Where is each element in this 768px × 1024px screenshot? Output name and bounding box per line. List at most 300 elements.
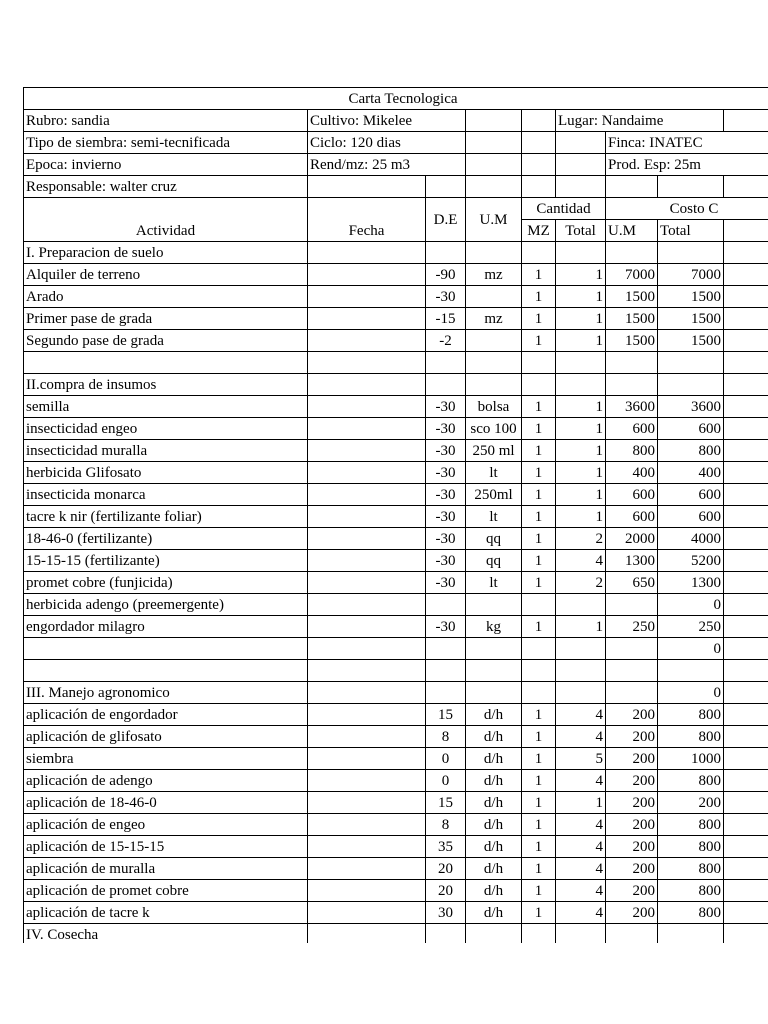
table-row bbox=[24, 506, 768, 528]
cell-costo-total: 7000 bbox=[658, 264, 724, 286]
cell-mz: 1 bbox=[522, 770, 556, 792]
cell-um: d/h bbox=[466, 748, 522, 770]
cell-cantidad-total: 1 bbox=[556, 264, 606, 286]
table-row bbox=[24, 748, 768, 770]
empty-cell bbox=[724, 660, 768, 682]
cell-costo-um: 200 bbox=[606, 880, 658, 902]
empty-cell bbox=[724, 308, 768, 330]
cell-fecha bbox=[308, 814, 426, 836]
empty-cell bbox=[466, 176, 522, 198]
cell-mz bbox=[522, 374, 556, 396]
header-mz: MZ bbox=[522, 220, 556, 242]
cell-fecha bbox=[308, 264, 426, 286]
cell-fecha bbox=[308, 550, 426, 572]
cell-um: mz bbox=[466, 308, 522, 330]
cell-mz bbox=[522, 924, 556, 944]
cell-actividad: aplicación de adengo bbox=[24, 770, 308, 792]
cell-de bbox=[426, 352, 466, 374]
cell-mz bbox=[522, 682, 556, 704]
table-row bbox=[24, 660, 768, 682]
cell-um bbox=[466, 660, 522, 682]
cell-um: lt bbox=[466, 462, 522, 484]
cell-fecha bbox=[308, 704, 426, 726]
cell-fecha bbox=[308, 902, 426, 924]
cell-costo-total: 600 bbox=[658, 418, 724, 440]
cell-fecha bbox=[308, 352, 426, 374]
cell-actividad: II.compra de insumos bbox=[24, 374, 308, 396]
cell-de: 20 bbox=[426, 880, 466, 902]
cell-mz: 1 bbox=[522, 418, 556, 440]
cell-actividad: insecticida monarca bbox=[24, 484, 308, 506]
empty-cell bbox=[724, 792, 768, 814]
empty-cell bbox=[724, 396, 768, 418]
cell-costo-total bbox=[658, 924, 724, 944]
table-row bbox=[24, 242, 768, 264]
empty-cell bbox=[724, 506, 768, 528]
cell-fecha bbox=[308, 836, 426, 858]
cell-costo-um: 600 bbox=[606, 506, 658, 528]
cell-costo-total: 1500 bbox=[658, 330, 724, 352]
cell-actividad: Alquiler de terreno bbox=[24, 264, 308, 286]
cell-de: 15 bbox=[426, 704, 466, 726]
cell-costo-um: 1500 bbox=[606, 308, 658, 330]
header-actividad: Actividad bbox=[24, 198, 308, 242]
cell-de bbox=[426, 242, 466, 264]
cell-costo-total: 800 bbox=[658, 902, 724, 924]
cell-de: 15 bbox=[426, 792, 466, 814]
header-um: U.M bbox=[466, 198, 522, 242]
cell-costo-um: 250 bbox=[606, 616, 658, 638]
cell-costo-um: 1300 bbox=[606, 550, 658, 572]
cell-costo-um: 7000 bbox=[606, 264, 658, 286]
cell-cantidad-total: 1 bbox=[556, 440, 606, 462]
cell-actividad: engordador milagro bbox=[24, 616, 308, 638]
cell-actividad: Arado bbox=[24, 286, 308, 308]
empty-cell bbox=[522, 132, 556, 154]
cell-costo-total: 800 bbox=[658, 880, 724, 902]
cell-costo-total: 0 bbox=[658, 638, 724, 660]
cell-mz: 1 bbox=[522, 836, 556, 858]
cell-cantidad-total bbox=[556, 682, 606, 704]
cell-fecha bbox=[308, 726, 426, 748]
cell-costo-total: 800 bbox=[658, 814, 724, 836]
cell-cantidad-total: 1 bbox=[556, 330, 606, 352]
header-de: D.E bbox=[426, 198, 466, 242]
cell-mz bbox=[522, 660, 556, 682]
cell-costo-um bbox=[606, 682, 658, 704]
cell-costo-total bbox=[658, 660, 724, 682]
cell-um bbox=[466, 594, 522, 616]
empty-cell bbox=[724, 176, 768, 198]
cell-um: kg bbox=[466, 616, 522, 638]
cell-fecha bbox=[308, 330, 426, 352]
cell-actividad: aplicación de muralla bbox=[24, 858, 308, 880]
cell-mz: 1 bbox=[522, 528, 556, 550]
table-row bbox=[24, 528, 768, 550]
cell-cantidad-total bbox=[556, 660, 606, 682]
cell-actividad: aplicación de tacre k bbox=[24, 902, 308, 924]
cell-de: -30 bbox=[426, 484, 466, 506]
cell-actividad: 18-46-0 (fertilizante) bbox=[24, 528, 308, 550]
table-row bbox=[24, 374, 768, 396]
cell-de: -15 bbox=[426, 308, 466, 330]
cell-fecha bbox=[308, 880, 426, 902]
cell-costo-total: 3600 bbox=[658, 396, 724, 418]
cell-costo-um: 1500 bbox=[606, 330, 658, 352]
table-row bbox=[24, 814, 768, 836]
cell-mz: 1 bbox=[522, 814, 556, 836]
cell-actividad: aplicación de 15-15-15 bbox=[24, 836, 308, 858]
cell-cantidad-total: 4 bbox=[556, 550, 606, 572]
cell-cantidad-total: 4 bbox=[556, 726, 606, 748]
cell-actividad: III. Manejo agronomico bbox=[24, 682, 308, 704]
cell-fecha bbox=[308, 506, 426, 528]
info-tipo-siembra: Tipo de siembra: semi-tecnificada bbox=[24, 132, 308, 154]
cell-fecha bbox=[308, 858, 426, 880]
table-row bbox=[24, 264, 768, 286]
spreadsheet bbox=[23, 87, 768, 943]
empty-cell bbox=[724, 836, 768, 858]
cell-um: d/h bbox=[466, 880, 522, 902]
cell-de: -30 bbox=[426, 506, 466, 528]
cell-de bbox=[426, 594, 466, 616]
cell-costo-um: 200 bbox=[606, 836, 658, 858]
empty-cell bbox=[724, 770, 768, 792]
cell-de bbox=[426, 660, 466, 682]
cell-actividad: promet cobre (funjicida) bbox=[24, 572, 308, 594]
cell-costo-total bbox=[658, 242, 724, 264]
cell-fecha bbox=[308, 418, 426, 440]
cell-um bbox=[466, 682, 522, 704]
cell-mz: 1 bbox=[522, 902, 556, 924]
cell-de: -30 bbox=[426, 616, 466, 638]
cell-um: qq bbox=[466, 528, 522, 550]
info-rend: Rend/mz: 25 m3 bbox=[308, 154, 466, 176]
cell-mz: 1 bbox=[522, 726, 556, 748]
empty-cell bbox=[724, 550, 768, 572]
cell-actividad: insecticidad muralla bbox=[24, 440, 308, 462]
empty-cell bbox=[724, 572, 768, 594]
cell-costo-um: 200 bbox=[606, 748, 658, 770]
cell-um: d/h bbox=[466, 726, 522, 748]
cell-cantidad-total: 1 bbox=[556, 308, 606, 330]
empty-cell bbox=[724, 704, 768, 726]
empty-cell bbox=[724, 440, 768, 462]
empty-cell bbox=[724, 814, 768, 836]
cell-costo-um: 200 bbox=[606, 902, 658, 924]
cell-mz: 1 bbox=[522, 858, 556, 880]
empty-cell bbox=[724, 726, 768, 748]
cell-mz bbox=[522, 594, 556, 616]
cell-mz: 1 bbox=[522, 572, 556, 594]
cell-mz: 1 bbox=[522, 616, 556, 638]
cell-fecha bbox=[308, 528, 426, 550]
cell-costo-um: 3600 bbox=[606, 396, 658, 418]
cell-de: -30 bbox=[426, 462, 466, 484]
empty-cell bbox=[724, 374, 768, 396]
cell-de: -30 bbox=[426, 418, 466, 440]
cell-costo-total: 200 bbox=[658, 792, 724, 814]
cell-mz bbox=[522, 638, 556, 660]
table-row bbox=[24, 418, 768, 440]
info-prod-esp: Prod. Esp: 25m bbox=[606, 154, 768, 176]
cell-fecha bbox=[308, 242, 426, 264]
cell-actividad: insecticidad engeo bbox=[24, 418, 308, 440]
table-row bbox=[24, 880, 768, 902]
cell-um: 250ml bbox=[466, 484, 522, 506]
cell-cantidad-total: 4 bbox=[556, 858, 606, 880]
cell-de: -30 bbox=[426, 572, 466, 594]
cell-de: -30 bbox=[426, 550, 466, 572]
cell-fecha bbox=[308, 484, 426, 506]
header-cantidad: Cantidad bbox=[522, 198, 606, 220]
table-row bbox=[24, 924, 768, 944]
cell-cantidad-total bbox=[556, 374, 606, 396]
cell-costo-um: 600 bbox=[606, 418, 658, 440]
header-costo-um: U.M bbox=[606, 220, 658, 242]
cell-um bbox=[466, 242, 522, 264]
cell-mz: 1 bbox=[522, 330, 556, 352]
cell-de: -30 bbox=[426, 528, 466, 550]
cell-um: lt bbox=[466, 572, 522, 594]
cell-fecha bbox=[308, 374, 426, 396]
cell-actividad: aplicación de glifosato bbox=[24, 726, 308, 748]
cell-fecha bbox=[308, 440, 426, 462]
cell-costo-total: 0 bbox=[658, 682, 724, 704]
cell-costo-total bbox=[658, 352, 724, 374]
cell-cantidad-total: 1 bbox=[556, 396, 606, 418]
info-ciclo: Ciclo: 120 dias bbox=[308, 132, 466, 154]
cell-de bbox=[426, 374, 466, 396]
cell-de bbox=[426, 638, 466, 660]
cell-costo-um: 800 bbox=[606, 440, 658, 462]
cell-mz: 1 bbox=[522, 440, 556, 462]
table-row bbox=[24, 792, 768, 814]
cell-costo-um: 200 bbox=[606, 704, 658, 726]
cell-fecha bbox=[308, 286, 426, 308]
cell-actividad: I. Preparacion de suelo bbox=[24, 242, 308, 264]
cell-costo-total: 800 bbox=[658, 770, 724, 792]
cell-de bbox=[426, 924, 466, 944]
empty-cell bbox=[724, 418, 768, 440]
cell-costo-total: 600 bbox=[658, 484, 724, 506]
cell-um: d/h bbox=[466, 858, 522, 880]
table-row bbox=[24, 308, 768, 330]
cell-fecha bbox=[308, 770, 426, 792]
table-row bbox=[24, 484, 768, 506]
cell-costo-total: 800 bbox=[658, 704, 724, 726]
cell-actividad: IV. Cosecha bbox=[24, 924, 308, 944]
empty-cell bbox=[724, 902, 768, 924]
empty-cell bbox=[308, 176, 426, 198]
cell-mz: 1 bbox=[522, 506, 556, 528]
cell-costo-um: 650 bbox=[606, 572, 658, 594]
cell-cantidad-total: 1 bbox=[556, 462, 606, 484]
cell-costo-um: 2000 bbox=[606, 528, 658, 550]
cell-cantidad-total: 4 bbox=[556, 770, 606, 792]
cell-de: 8 bbox=[426, 814, 466, 836]
table-row bbox=[24, 330, 768, 352]
empty-cell bbox=[522, 110, 556, 132]
cell-costo-total: 600 bbox=[658, 506, 724, 528]
cell-costo-total: 4000 bbox=[658, 528, 724, 550]
cell-costo-total: 800 bbox=[658, 858, 724, 880]
cell-cantidad-total bbox=[556, 638, 606, 660]
empty-cell bbox=[466, 110, 522, 132]
cell-fecha bbox=[308, 682, 426, 704]
empty-cell bbox=[724, 352, 768, 374]
cell-cantidad-total: 1 bbox=[556, 484, 606, 506]
cell-cantidad-total bbox=[556, 594, 606, 616]
cell-um: 250 ml bbox=[466, 440, 522, 462]
cell-fecha bbox=[308, 638, 426, 660]
cell-costo-um bbox=[606, 660, 658, 682]
cell-fecha bbox=[308, 308, 426, 330]
cell-costo-um: 200 bbox=[606, 814, 658, 836]
empty-cell bbox=[724, 462, 768, 484]
cell-mz bbox=[522, 352, 556, 374]
cell-um bbox=[466, 330, 522, 352]
empty-cell bbox=[522, 176, 556, 198]
cell-cantidad-total: 2 bbox=[556, 528, 606, 550]
info-epoca: Epoca: invierno bbox=[24, 154, 308, 176]
info-lugar: Lugar: Nandaime bbox=[556, 110, 724, 132]
empty-cell bbox=[466, 154, 522, 176]
cell-fecha bbox=[308, 462, 426, 484]
empty-cell bbox=[724, 682, 768, 704]
cell-de bbox=[426, 682, 466, 704]
cell-um bbox=[466, 924, 522, 944]
empty-cell bbox=[724, 528, 768, 550]
table-row bbox=[24, 836, 768, 858]
cell-costo-um: 400 bbox=[606, 462, 658, 484]
cell-um: d/h bbox=[466, 836, 522, 858]
header-costo-total: Total bbox=[658, 220, 724, 242]
cell-um bbox=[466, 638, 522, 660]
table-row bbox=[24, 682, 768, 704]
empty-cell bbox=[724, 880, 768, 902]
cell-um: mz bbox=[466, 264, 522, 286]
cell-costo-total: 0 bbox=[658, 594, 724, 616]
cell-cantidad-total: 4 bbox=[556, 814, 606, 836]
cell-fecha bbox=[308, 924, 426, 944]
cell-cantidad-total bbox=[556, 352, 606, 374]
cell-costo-um bbox=[606, 638, 658, 660]
cell-actividad: aplicación de engeo bbox=[24, 814, 308, 836]
header-fecha: Fecha bbox=[308, 198, 426, 242]
cell-actividad: Segundo pase de grada bbox=[24, 330, 308, 352]
cell-actividad: tacre k nir (fertilizante foliar) bbox=[24, 506, 308, 528]
empty-cell bbox=[724, 594, 768, 616]
carta-tecnologica-table bbox=[23, 87, 768, 943]
cell-mz: 1 bbox=[522, 308, 556, 330]
cell-actividad: Primer pase de grada bbox=[24, 308, 308, 330]
cell-actividad bbox=[24, 638, 308, 660]
empty-cell bbox=[724, 748, 768, 770]
cell-actividad bbox=[24, 352, 308, 374]
cell-costo-total: 800 bbox=[658, 836, 724, 858]
cell-costo-total bbox=[658, 374, 724, 396]
cell-costo-total: 400 bbox=[658, 462, 724, 484]
cell-um: d/h bbox=[466, 704, 522, 726]
cell-um: d/h bbox=[466, 814, 522, 836]
cell-cantidad-total: 1 bbox=[556, 792, 606, 814]
cell-de: 0 bbox=[426, 748, 466, 770]
empty-cell bbox=[724, 264, 768, 286]
cell-costo-um: 200 bbox=[606, 770, 658, 792]
cell-de: -30 bbox=[426, 286, 466, 308]
cell-fecha bbox=[308, 616, 426, 638]
cell-costo-total: 800 bbox=[658, 726, 724, 748]
empty-cell bbox=[724, 110, 768, 132]
cell-mz: 1 bbox=[522, 286, 556, 308]
cell-fecha bbox=[308, 660, 426, 682]
empty-cell bbox=[724, 638, 768, 660]
cell-de: 35 bbox=[426, 836, 466, 858]
cell-actividad: aplicación de 18-46-0 bbox=[24, 792, 308, 814]
cell-mz: 1 bbox=[522, 484, 556, 506]
cell-costo-um bbox=[606, 352, 658, 374]
empty-cell bbox=[466, 132, 522, 154]
cell-costo-um bbox=[606, 594, 658, 616]
cell-cantidad-total: 1 bbox=[556, 616, 606, 638]
cell-costo-um bbox=[606, 242, 658, 264]
cell-costo-total: 1500 bbox=[658, 286, 724, 308]
cell-um: bolsa bbox=[466, 396, 522, 418]
sheet-title: Carta Tecnologica bbox=[24, 88, 768, 110]
cell-actividad: herbicida Glifosato bbox=[24, 462, 308, 484]
table-row bbox=[24, 440, 768, 462]
cell-mz bbox=[522, 242, 556, 264]
cell-mz: 1 bbox=[522, 264, 556, 286]
empty-cell bbox=[724, 858, 768, 880]
table-row bbox=[24, 286, 768, 308]
cell-de: -30 bbox=[426, 396, 466, 418]
header-cantidad-total: Total bbox=[556, 220, 606, 242]
cell-um: d/h bbox=[466, 902, 522, 924]
cell-costo-total: 1500 bbox=[658, 308, 724, 330]
cell-mz: 1 bbox=[522, 550, 556, 572]
table-row bbox=[24, 902, 768, 924]
empty-cell bbox=[724, 924, 768, 944]
cell-fecha bbox=[308, 594, 426, 616]
table-row bbox=[24, 704, 768, 726]
cell-mz: 1 bbox=[522, 704, 556, 726]
cell-um: d/h bbox=[466, 792, 522, 814]
cell-mz: 1 bbox=[522, 792, 556, 814]
cell-um: sco 100 bbox=[466, 418, 522, 440]
cell-mz: 1 bbox=[522, 748, 556, 770]
cell-fecha bbox=[308, 396, 426, 418]
cell-fecha bbox=[308, 748, 426, 770]
table-row bbox=[24, 550, 768, 572]
cell-actividad bbox=[24, 660, 308, 682]
cell-cantidad-total: 1 bbox=[556, 418, 606, 440]
cell-cantidad-total bbox=[556, 242, 606, 264]
cell-fecha bbox=[308, 572, 426, 594]
info-responsable: Responsable: walter cruz bbox=[24, 176, 308, 198]
cell-cantidad-total: 4 bbox=[556, 902, 606, 924]
cell-cantidad-total: 1 bbox=[556, 506, 606, 528]
cell-um: d/h bbox=[466, 770, 522, 792]
cell-um bbox=[466, 286, 522, 308]
cell-costo-um: 600 bbox=[606, 484, 658, 506]
cell-actividad: herbicida adengo (preemergente) bbox=[24, 594, 308, 616]
cell-costo-total: 800 bbox=[658, 440, 724, 462]
table-row bbox=[24, 594, 768, 616]
cell-actividad: 15-15-15 (fertilizante) bbox=[24, 550, 308, 572]
empty-cell bbox=[724, 616, 768, 638]
